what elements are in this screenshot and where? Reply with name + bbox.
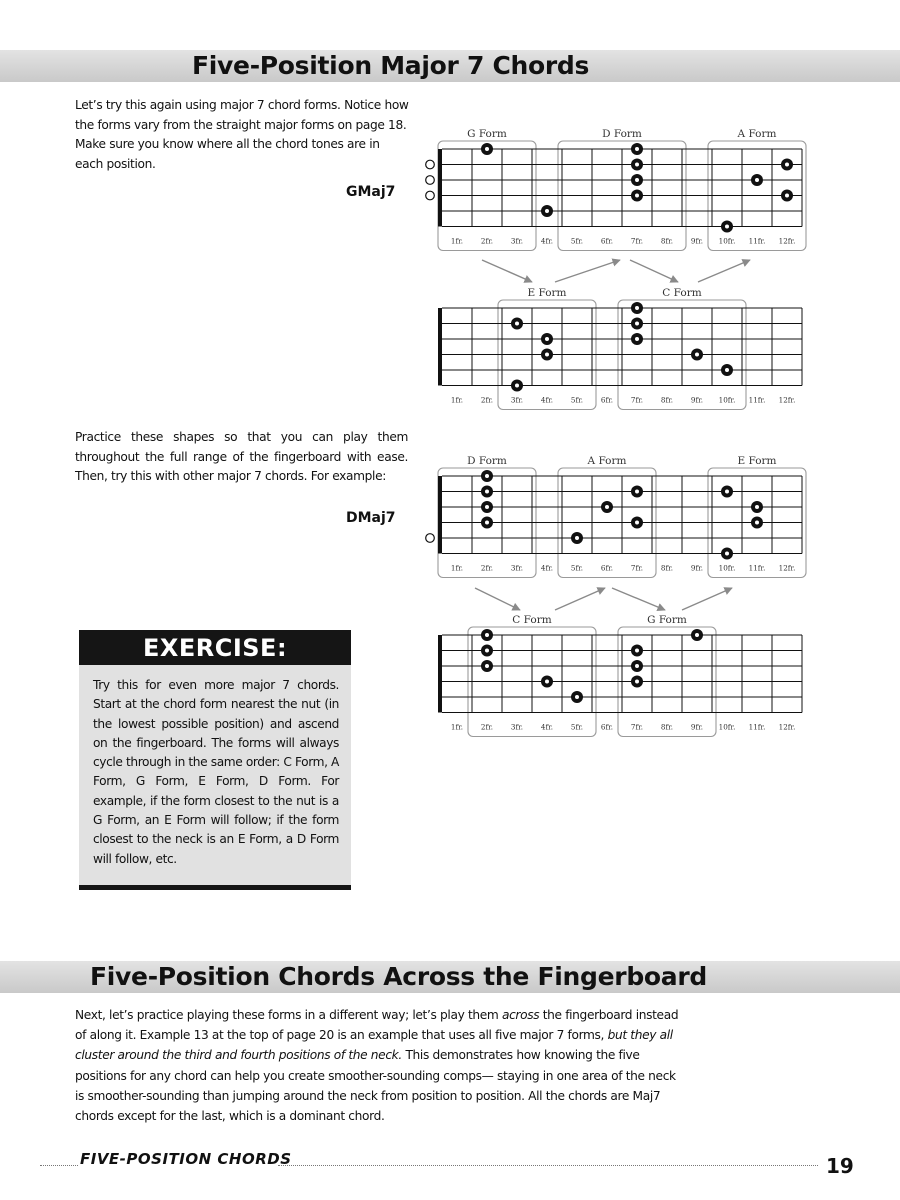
footer-rule-right: [278, 1165, 818, 1166]
fret-number: 3fr.: [510, 236, 524, 246]
chord-note-center: [515, 322, 519, 326]
chord-note-center: [785, 163, 789, 167]
fret-number: 2fr.: [480, 563, 494, 573]
fret-number: 5fr.: [570, 236, 584, 246]
fret-number: 7fr.: [630, 236, 644, 246]
fret-number: 7fr.: [630, 563, 644, 573]
chord-note-center: [545, 680, 549, 684]
fret-number: 5fr.: [570, 563, 584, 573]
chord-note-center: [485, 521, 489, 525]
fret-number: 2fr.: [480, 395, 494, 405]
open-string-marker: [426, 176, 435, 185]
fret-number: 8fr.: [660, 395, 674, 405]
fret-number: 6fr.: [600, 563, 614, 573]
fret-number: 3fr.: [510, 563, 524, 573]
chord-note-center: [635, 521, 639, 525]
fret-number: 7fr.: [630, 395, 644, 405]
fret-number: 6fr.: [600, 722, 614, 732]
fretboard-dmaj7-row1: [420, 452, 830, 587]
chord-note-center: [635, 163, 639, 167]
across-emphasis: across: [501, 1008, 540, 1022]
chord-note-center: [725, 490, 729, 494]
connector-arrow: [482, 260, 532, 282]
chord-note-center: [575, 695, 579, 699]
fret-number: 5fr.: [570, 722, 584, 732]
chord-note-center: [755, 505, 759, 509]
fret-number: 9fr.: [690, 236, 704, 246]
chord-note-center: [485, 490, 489, 494]
form-label: E Form: [527, 287, 567, 299]
connector-arrow: [555, 588, 605, 610]
fret-number: 12fr.: [778, 395, 796, 405]
chord-note-center: [785, 194, 789, 198]
open-string-marker: [426, 160, 435, 169]
fret-number: 3fr.: [510, 395, 524, 405]
fret-number: 10fr.: [718, 563, 736, 573]
across-italic-clause: but they all cluster around the third and fourth positions of the neck.: [75, 1028, 673, 1063]
chord-note-center: [485, 649, 489, 653]
connector-arrow: [630, 260, 678, 282]
chord-note-center: [635, 664, 639, 668]
section-banner-across: [0, 961, 900, 993]
intro-paragraph: Let’s try this again using major 7 chord forms. Notice how the forms vary from the straight major forms on page 18. Make sure you know where all the chord tones are in each position.: [75, 98, 409, 171]
chord-note-center: [725, 225, 729, 229]
form-label: G Form: [467, 128, 507, 140]
footer-rule-left: [40, 1165, 78, 1166]
across-text-1: Next, let’s practice playing these forms in a different way; let’s play them: [75, 1008, 502, 1022]
connector-arrow: [698, 260, 750, 282]
exercise-text: Try this for even more major 7 chords. Start at the chord form nearest the nut (in the lowest possible position) and ascend on the fingerboard. The forms will always cycle through in the same order: C Form, A Form, G Form, E Form, D Form. For example, if the form closest to the nut is a G Form, an E Form will follow; if the form closest to the neck is an E Form, a D Form will follow, etc.: [93, 678, 339, 866]
fret-number: 3fr.: [510, 722, 524, 732]
fret-number: 1fr.: [450, 563, 464, 573]
fret-number: 9fr.: [690, 563, 704, 573]
connector-arrow: [682, 588, 732, 610]
exercise-box: [79, 665, 351, 890]
section-title-major7: Five-Position Major 7 Chords: [192, 51, 590, 80]
fret-number: 12fr.: [778, 722, 796, 732]
chord-note-center: [695, 353, 699, 357]
nut: [438, 635, 442, 713]
chord-note-center: [725, 552, 729, 556]
gmaj7-label: GMaj7: [346, 184, 396, 200]
chord-note-center: [485, 505, 489, 509]
form-label: A Form: [587, 455, 627, 467]
open-string-marker: [426, 191, 435, 200]
chord-note-center: [485, 147, 489, 151]
chord-note-center: [545, 353, 549, 357]
chord-note-center: [485, 474, 489, 478]
fret-number: 1fr.: [450, 722, 464, 732]
chord-note-center: [635, 306, 639, 310]
fret-number: 4fr.: [540, 563, 554, 573]
fret-number: 10fr.: [718, 395, 736, 405]
chord-note-center: [485, 633, 489, 637]
fret-number: 8fr.: [660, 563, 674, 573]
fret-number: 1fr.: [450, 236, 464, 246]
fret-number: 4fr.: [540, 395, 554, 405]
chord-note-center: [545, 209, 549, 213]
page-number: 19: [826, 1154, 854, 1178]
fret-number: 2fr.: [480, 722, 494, 732]
fret-number: 2fr.: [480, 236, 494, 246]
fret-number: 7fr.: [630, 722, 644, 732]
nut: [438, 476, 442, 554]
chord-note-center: [635, 178, 639, 182]
chord-note-center: [635, 322, 639, 326]
fret-number: 6fr.: [600, 395, 614, 405]
form-label: C Form: [662, 287, 702, 299]
chord-note-center: [755, 521, 759, 525]
chord-note-center: [635, 337, 639, 341]
fret-number: 5fr.: [570, 395, 584, 405]
fret-number: 11fr.: [748, 395, 766, 405]
form-label: D Form: [467, 455, 507, 467]
nut: [438, 149, 442, 227]
across-text-3: This demonstrates how knowing the five positions for any chord can help you create smoother-sounding comps— staying in one area of the neck is smoother-sounding than jumping around the neck from position to position. All the chords are Maj7 chords except for the last, which is a dominant chord.: [75, 1048, 676, 1124]
chord-note-center: [635, 680, 639, 684]
connector-arrow: [555, 260, 620, 282]
fret-number: 10fr.: [718, 236, 736, 246]
chord-note-center: [605, 505, 609, 509]
form-label: G Form: [647, 614, 687, 626]
fret-number: 10fr.: [718, 722, 736, 732]
fretboard-gmaj7-row1: [420, 125, 830, 260]
fret-number: 8fr.: [660, 722, 674, 732]
fret-number: 4fr.: [540, 236, 554, 246]
chord-note-center: [515, 384, 519, 388]
fretboard-gmaj7-row2: [420, 284, 830, 419]
footer-section-label: FIVE-POSITION CHORDS: [80, 1150, 292, 1168]
chord-note-center: [755, 178, 759, 182]
across-text-2: the fingerboard instead of along it. Example 13 at the top of page 20 is an example that uses all five major 7 forms,: [75, 1008, 679, 1043]
chord-note-center: [635, 649, 639, 653]
practice-paragraph: Practice these shapes so that you can play them throughout the full range of the fingerboard with ease. Then, try this with other major 7 chords. For example:: [75, 430, 408, 483]
fret-number: 12fr.: [778, 236, 796, 246]
exercise-heading: EXERCISE:: [79, 630, 351, 665]
fret-number: 11fr.: [748, 722, 766, 732]
across-paragraph: [75, 1005, 680, 1126]
section-banner-major7: [0, 50, 900, 82]
chord-note-center: [635, 147, 639, 151]
fret-number: 8fr.: [660, 236, 674, 246]
chord-note-center: [635, 194, 639, 198]
chord-note-center: [485, 664, 489, 668]
form-label: E Form: [737, 455, 777, 467]
nut: [438, 308, 442, 386]
connector-arrows-dmaj7: [420, 582, 830, 618]
form-label: D Form: [602, 128, 642, 140]
chord-note-center: [635, 490, 639, 494]
form-label: C Form: [512, 614, 552, 626]
fret-number: 11fr.: [748, 563, 766, 573]
chord-note-center: [575, 536, 579, 540]
fret-number: 12fr.: [778, 563, 796, 573]
connector-arrow: [475, 588, 520, 610]
connector-arrow: [612, 588, 665, 610]
chord-note-center: [545, 337, 549, 341]
form-label: A Form: [737, 128, 777, 140]
open-string-marker: [426, 534, 435, 543]
chord-note-center: [695, 633, 699, 637]
fret-number: 9fr.: [690, 395, 704, 405]
fret-number: 4fr.: [540, 722, 554, 732]
chord-note-center: [725, 368, 729, 372]
fret-number: 6fr.: [600, 236, 614, 246]
fret-number: 1fr.: [450, 395, 464, 405]
dmaj7-label: DMaj7: [346, 510, 396, 526]
fret-number: 9fr.: [690, 722, 704, 732]
section-title-across: Five-Position Chords Across the Fingerboard: [90, 962, 707, 991]
fretboard-dmaj7-row2: [420, 611, 830, 746]
fret-number: 11fr.: [748, 236, 766, 246]
connector-arrows-gmaj7: [420, 255, 830, 291]
